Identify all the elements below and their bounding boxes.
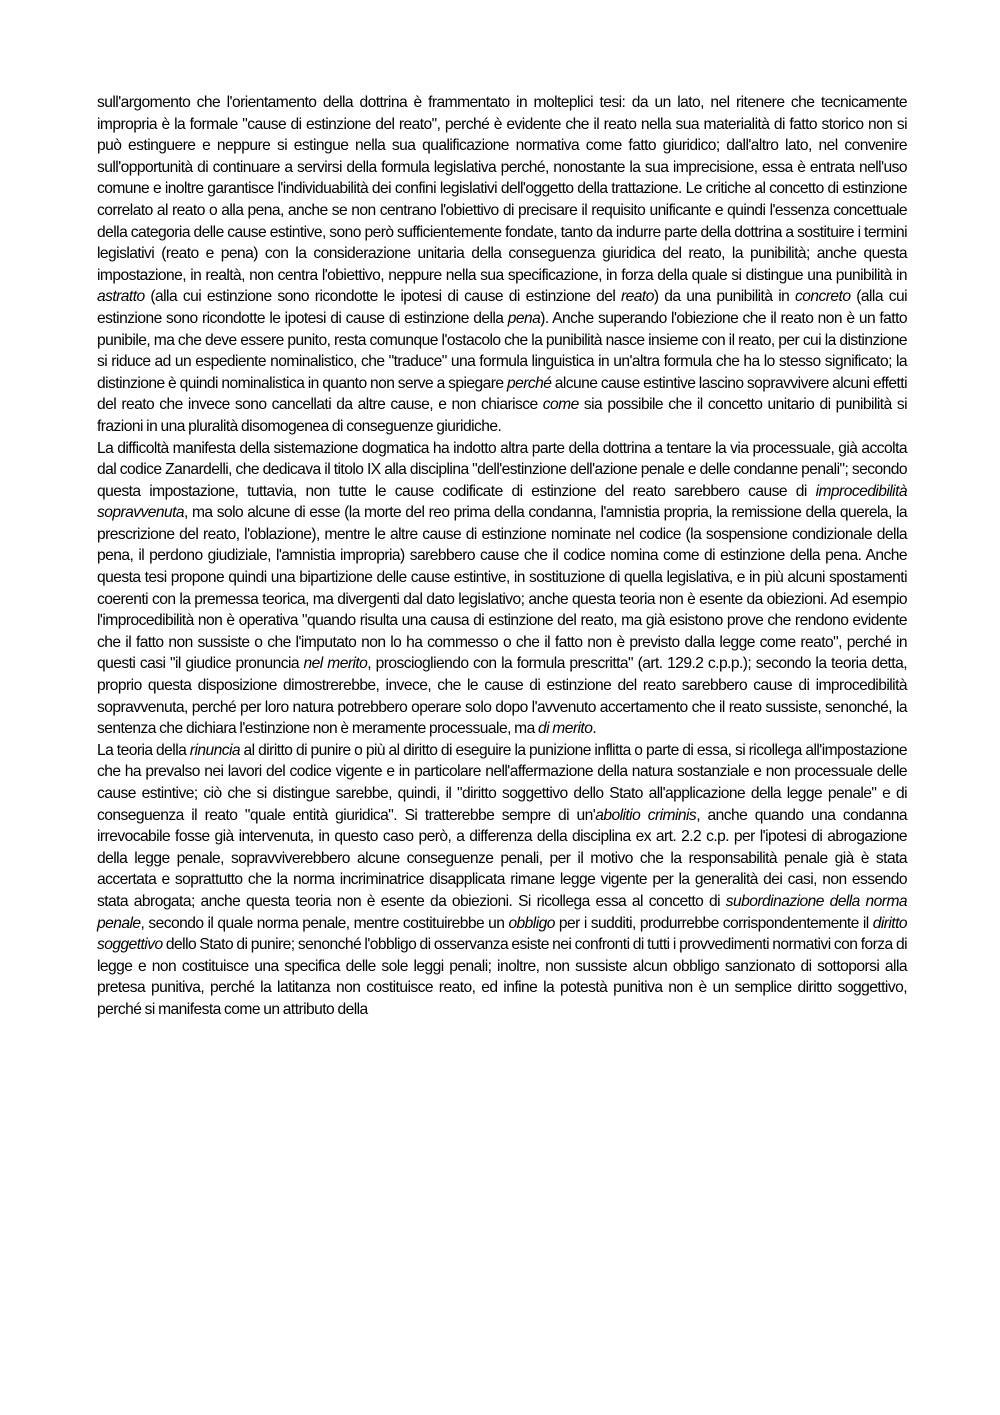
text-run: (alla cui estinzione sono ricondotte le ipotesi di cause di estinzione del [144, 288, 622, 306]
text-run: al diritto di punire o più al diritto di eseguire la punizione inflitta o parte di essa, si ricollega all'impostazione che ha prevalso nei lavori del codice vigente e in particolare nell'affermazione della natura sostanziale e non processuale delle cause estintive; ciò che si distingue sarebbe, quindi, il "diritto soggettivo dello Stato all'applicazione della legge penale" e di conseguenza il reato "quale entità giuridica". Si tratterebbe sempre di un' [97, 741, 907, 824]
italic-run: di merito [537, 720, 593, 738]
italic-run: abolitio criminis [595, 806, 697, 824]
text-run: ) da una punibilità in [653, 288, 796, 306]
italic-run: rinuncia [189, 741, 241, 759]
italic-run: subordinazione della norma penale [97, 892, 908, 932]
text-run: sull'argomento che l'orientamento della dottrina è frammentato in molteplici tesi: da un lato, nel ritenere che tecnicamente impropria è la formale "cause di estinzione del reato", perché è evidente che il reato nella sua materialità di fatto storico non si può estinguere e neppure si estingue nella sua qualificazione normativa come fatto giuridico; dall'altro lato, nel convenire sull'opportunità di continuare a servirsi della formula legislativa perché, nonostante la sua imprecisione, essa è entrata nell'uso comune e inoltre garantisce l'individuabilità dei confini legislativi dell'oggetto della trattazione. Le critiche al concetto di estinzione correlato al reato o alla pena, anche se non centrano l'obiettivo di precisare il requisito unificante e quindi l'essenza concettuale della categoria delle cause estintive, sono però sufficientemente fondate, tanto da indurre parte della dottrina a sostituire i termini legislativi (reato e pena) con la considerazione unitaria della conseguenza giuridica del reato, la punibilità; anche questa impostazione, in realtà, non centra l'obiettivo, neppure nella sua specificazione, in forza della quale si distingue una punibilità in [97, 94, 907, 284]
text-run: , anche quando una condanna irrevocabile fosse già intervenuta, in questo caso però, a differenza della disciplina ex art. 2.2 c.p. per l'ipotesi di abrogazione della legge penale, sopravviverebbero alcune conseguenze penali, per il motivo che la responsabilità penale già è stata accertata e soprattutto che la norma incriminatrice disapplicata rimane legge vigente per la generalità dei casi, non essendo stata abrogata; anche questa teoria non è esente da obiezioni. Si ricollega essa al concetto di [97, 806, 907, 910]
paragraph-1 [97, 92, 907, 438]
italic-run: come [542, 396, 579, 414]
text-run: , secondo il quale norma penale, mentre costituirebbe un [140, 914, 509, 932]
italic-run: obbligo [508, 914, 555, 932]
italic-run: reato [621, 288, 654, 306]
italic-run: concreto [795, 288, 851, 306]
text-run: (alla cui estinzione sono ricondotte le ipotesi di cause di estinzione della [97, 288, 907, 327]
text-run: dello Stato di punire; senonché l'obbligo di osservanza esiste nei confronti di tutti i provvedimenti normativi con forza di legge e non costituisce una specifica delle sole leggi penali; inoltre, non sussiste alcun obbligo sanzionato di sottoporsi alla pretesa punitiva, perché la latitanza non costituisce reato, ed infine la potestà punitiva non è un semplice diritto soggettivo, perché si manifesta come un attributo della [97, 936, 907, 1018]
italic-run: perché [506, 374, 552, 392]
paragraph-3 [97, 740, 907, 1021]
text-run: alcune cause estintive lascino sopravvivere alcuni effetti del reato che invece sono cancellati da altre cause, e non chiarisce [97, 374, 907, 414]
italic-run: improcedibilità sopravvenuta [97, 482, 907, 522]
paragraph-2 [97, 438, 907, 740]
italic-run: diritto soggettivo [97, 914, 907, 954]
text-run: ). Anche superando l'obiezione che il reato non è un fatto punibile, ma che deve essere punito, resta comunque l'ostacolo che la punibilità nasce insieme con il reato, per cui la distinzione si riduce ad un espediente nominalistico, che "traduce" una formula linguistica in un'altra formula che ha lo stesso significato; la distinzione è quindi nominalistica in quanto non serve a spiegare [97, 309, 907, 392]
italic-run: pena [507, 309, 541, 327]
text-run: sia possibile che il concetto unitario di punibilità si frazioni in una pluralità disomogenea di conseguenze giuridiche. [97, 396, 908, 435]
text-run: per i sudditi, produrrebbe corrispondentemente il [554, 914, 873, 932]
italic-run: astratto [97, 288, 145, 306]
text-run: , ma solo alcune di esse (la morte del reo prima della condanna, l'amnistia propria, la remissione della querela, la prescrizione del reato, l'oblazione), mentre le altre cause di estinzione nominate nel codice (la sospensione condizionale della pena, il perdono giudiziale, l'amnistia impropria) sarebbero cause che il codice nomina come di estinzione della pena. Anche questa tesi propone quindi una bipartizione delle cause estintive, in sostituzione di quella legislativa, e in più alcuni spostamenti coerenti con la premessa teorica, ma divergenti dal dato legislativo; anche questa teoria non è esente da obiezioni. Ad esempio l'improcedibilità non è operativa "quando risulta una causa di estinzione del reato, ma già esistono prove che rendono evidente che il fatto non sussiste o che l'imputato non lo ha commesso o che il fatto non è previsto dalla legge come reato", perché in questi casi "il giudice pronuncia [97, 504, 907, 673]
text-run: La teoria della [97, 741, 190, 759]
italic-run: nel merito [303, 655, 368, 673]
text-run: , prosciogliendo con la formula prescritta" (art. 129.2 c.p.p.); secondo la teoria detta, proprio questa disposizione dimostrerebbe, invece, che le cause di estinzione del reato sarebbero cause di improcedibilità sopravvenuta, perché per loro natura potrebbero operare solo dopo l'avvenuto accertamento che il reato sussiste, senonché, la sentenza che dichiara l'estinzione non è meramente processuale, ma [97, 655, 907, 738]
text-run: La difficoltà manifesta della sistemazione dogmatica ha indotto altra parte della dottrina a tentare la via processuale, già accolta dal codice Zanardelli, che dedicava il titolo IX alla disciplina "dell'estinzione dell'azione penale e delle condanne penali"; secondo questa impostazione, tuttavia, non tutte le cause codificate di estinzione del reato sarebbero cause di [97, 439, 907, 500]
text-run: . [592, 720, 597, 738]
body-text [97, 92, 907, 1021]
